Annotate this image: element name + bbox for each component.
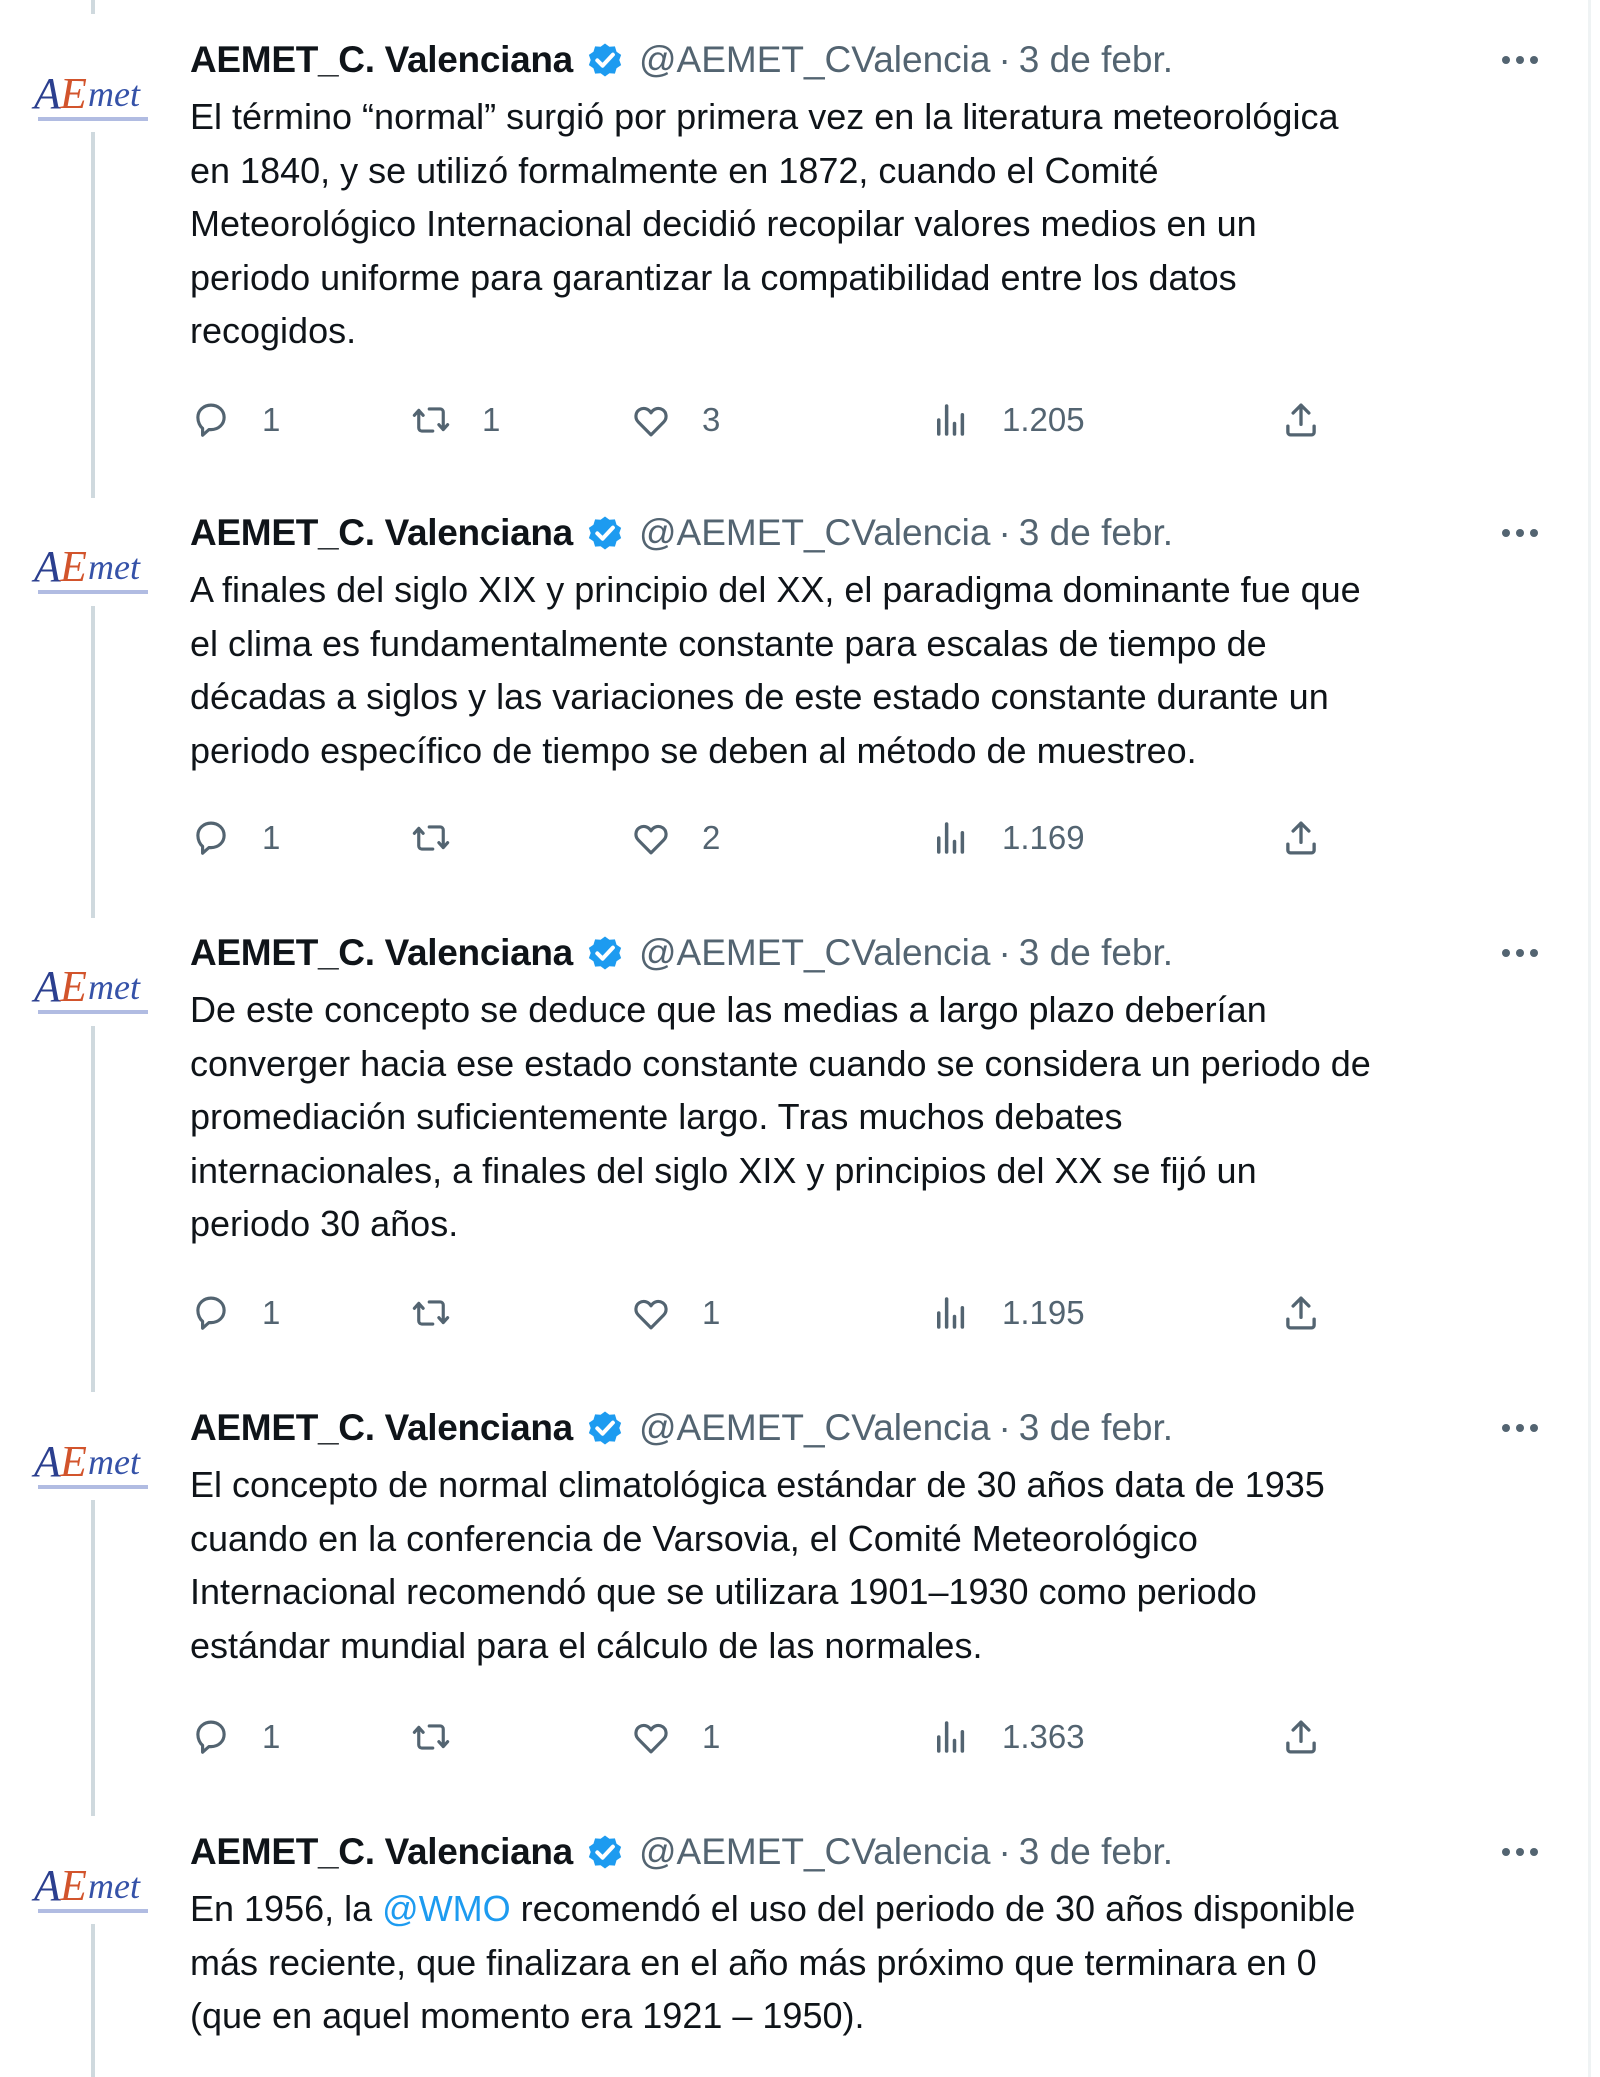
text-line: De este concepto se deduce que las medias a largo plazo deberían (190, 989, 1267, 1030)
verified-badge-icon (583, 38, 627, 82)
bar-chart-icon (930, 1292, 972, 1334)
tweet[interactable] (0, 1406, 1588, 1806)
timeline-right-border (1588, 0, 1591, 2077)
retweet-arrows-icon (410, 399, 452, 441)
ellipsis-icon (1502, 1424, 1510, 1432)
reply-button[interactable] (190, 1712, 280, 1762)
verified-badge-icon (583, 1406, 627, 1450)
display-name[interactable]: AEMET_C. Valenciana (190, 39, 573, 80)
share-button[interactable] (1280, 395, 1322, 445)
heart-icon (630, 1292, 672, 1334)
heart-icon (630, 1716, 672, 1758)
text-line: A finales del siglo XIX y principio del XX, el paradigma dominante fue que (190, 569, 1361, 610)
share-button[interactable] (1280, 1288, 1322, 1338)
reply-count: 1 (262, 401, 281, 438)
views-button[interactable] (930, 395, 1085, 445)
avatar[interactable] (30, 535, 160, 605)
speech-bubble-icon (190, 399, 232, 441)
share-button[interactable] (1280, 813, 1322, 863)
tweet-text (190, 1458, 1570, 1672)
reply-count: 1 (262, 1718, 281, 1755)
text-line: periodo uniforme para garantizar la compatibilidad entre los datos (190, 256, 1237, 298)
text-line: periodo 30 años. (190, 1203, 459, 1244)
tweet-actions (190, 1712, 1390, 1762)
tweet-text (190, 90, 1570, 358)
separator: · (998, 1407, 1011, 1448)
more-options-button[interactable] (1490, 933, 1550, 973)
like-count: 1 (702, 1718, 721, 1755)
like-button[interactable] (630, 395, 720, 445)
tweet-date[interactable]: 3 de febr. (1018, 932, 1174, 973)
display-name[interactable]: AEMET_C. Valenciana (190, 932, 573, 973)
speech-bubble-icon (190, 1292, 232, 1334)
aemet-logo-icon (30, 62, 160, 132)
like-button[interactable] (630, 1712, 720, 1762)
tweet-text (190, 1882, 1570, 2043)
text-segment: En 1956, la (190, 1888, 383, 1929)
tweet-text (190, 983, 1570, 1251)
display-name[interactable]: AEMET_C. Valenciana (190, 512, 573, 553)
tweet-header (190, 1406, 1173, 1450)
reply-button[interactable] (190, 813, 280, 863)
retweet-button[interactable] (410, 395, 500, 445)
text-line: promediación suficientemente largo. Tras muchos debates (190, 1096, 1123, 1137)
upload-arrow-icon (1280, 817, 1322, 859)
avatar[interactable] (30, 1854, 160, 1924)
more-options-button[interactable] (1490, 1408, 1550, 1448)
user-handle[interactable]: @AEMET_CValencia (638, 1831, 991, 1872)
retweet-arrows-icon (410, 817, 452, 859)
text-line: periodo específico de tiempo se deben al método de muestreo. (190, 729, 1197, 771)
retweet-button[interactable] (410, 1288, 482, 1338)
separator: · (998, 1831, 1011, 1872)
tweet-header (190, 511, 1173, 555)
like-count: 3 (702, 401, 721, 438)
separator: · (998, 39, 1011, 80)
retweet-count: 1 (482, 401, 501, 438)
bar-chart-icon (930, 817, 972, 859)
tweet-date[interactable]: 3 de febr. (1018, 1831, 1174, 1872)
text-line: estándar mundial para el cálculo de las normales. (190, 1624, 983, 1666)
views-button[interactable] (930, 1712, 1085, 1762)
upload-arrow-icon (1280, 1716, 1322, 1758)
more-options-button[interactable] (1490, 40, 1550, 80)
display-name[interactable]: AEMET_C. Valenciana (190, 1831, 573, 1872)
verified-badge-icon (583, 511, 627, 555)
text-segment: recomendó el uso del periodo de 30 años disponible (510, 1888, 1356, 1929)
reply-count: 1 (262, 1294, 281, 1331)
like-count: 2 (702, 819, 721, 856)
tweet-text (190, 563, 1570, 777)
avatar[interactable] (30, 62, 160, 132)
ellipsis-icon (1502, 1848, 1510, 1856)
retweet-button[interactable] (410, 1712, 482, 1762)
avatar[interactable] (30, 955, 160, 1025)
user-handle[interactable]: @AEMET_CValencia (638, 932, 991, 973)
bar-chart-icon (930, 399, 972, 441)
share-button[interactable] (1280, 1712, 1322, 1762)
separator: · (998, 932, 1011, 973)
aemet-logo-icon (30, 955, 160, 1025)
like-button[interactable] (630, 813, 720, 863)
more-options-button[interactable] (1490, 513, 1550, 553)
tweet[interactable] (0, 511, 1588, 911)
reply-button[interactable] (190, 1288, 280, 1338)
retweet-arrows-icon (410, 1716, 452, 1758)
mention-link-wmo[interactable]: @WMO (382, 1888, 511, 1929)
heart-icon (630, 399, 672, 441)
text-line: más reciente, que finalizara en el año más próximo que terminara en 0 (190, 1941, 1317, 1983)
separator: · (998, 512, 1011, 553)
verified-badge-icon (583, 1830, 627, 1874)
speech-bubble-icon (190, 1716, 232, 1758)
tweet-date[interactable]: 3 de febr. (1018, 1407, 1174, 1448)
text-line: El término “normal” surgió por primera vez en la literatura meteorológica (190, 96, 1339, 137)
thread-line (91, 0, 95, 14)
text-line (190, 1882, 1570, 1936)
tweet[interactable] (0, 1830, 1588, 2077)
text-line: El concepto de normal climatológica estándar de 30 años data de 1935 (190, 1464, 1325, 1505)
reply-count: 1 (262, 819, 281, 856)
user-handle[interactable]: @AEMET_CValencia (638, 39, 991, 80)
tweet-header (190, 38, 1173, 82)
like-button[interactable] (630, 1288, 720, 1338)
user-handle[interactable]: @AEMET_CValencia (638, 512, 991, 553)
text-line: recogidos. (190, 310, 357, 351)
aemet-logo-icon (30, 1854, 160, 1924)
aemet-logo-icon (30, 535, 160, 605)
text-line: (que en aquel momento era 1921 – 1950). (190, 1995, 865, 2036)
speech-bubble-icon (190, 817, 232, 859)
tweet-header (190, 931, 1173, 975)
upload-arrow-icon (1280, 1292, 1322, 1334)
bar-chart-icon (930, 1716, 972, 1758)
ellipsis-icon (1502, 529, 1510, 537)
text-line: en 1840, y se utilizó formalmente en 1872, cuando el Comité (190, 149, 1159, 191)
tweet-actions (190, 813, 1390, 863)
text-line: Internacional recomendó que se utilizara 1901–1930 como periodo (190, 1571, 1257, 1612)
view-count: 1.205 (1002, 401, 1085, 438)
tweet[interactable] (0, 38, 1588, 458)
user-handle[interactable]: @AEMET_CValencia (638, 1407, 991, 1448)
retweet-arrows-icon (410, 1292, 452, 1334)
text-line: converger hacia ese estado constante cuando se considera un periodo de (190, 1042, 1371, 1084)
view-count: 1.363 (1002, 1718, 1085, 1755)
tweet-actions (190, 395, 1390, 445)
avatar[interactable] (30, 1430, 160, 1500)
views-button[interactable] (930, 1288, 1085, 1338)
tweet-header (190, 1830, 1173, 1874)
ellipsis-icon (1502, 56, 1510, 64)
views-button[interactable] (930, 813, 1085, 863)
view-count: 1.169 (1002, 819, 1085, 856)
text-line: décadas a siglos y las variaciones de este estado constante durante un (190, 676, 1329, 717)
view-count: 1.195 (1002, 1294, 1085, 1331)
tweet-date[interactable]: 3 de febr. (1018, 512, 1174, 553)
like-count: 1 (702, 1294, 721, 1331)
text-line: internacionales, a finales del siglo XIX y principios del XX se fijó un (190, 1149, 1257, 1191)
upload-arrow-icon (1280, 399, 1322, 441)
tweet-date[interactable]: 3 de febr. (1018, 39, 1174, 80)
heart-icon (630, 817, 672, 859)
tweet[interactable] (0, 931, 1588, 1381)
ellipsis-icon (1502, 949, 1510, 957)
text-line: Meteorológico Internacional decidió recopilar valores medios en un (190, 203, 1257, 244)
more-options-button[interactable] (1490, 1832, 1550, 1872)
reply-button[interactable] (190, 395, 280, 445)
text-line: el clima es fundamentalmente constante para escalas de tiempo de (190, 622, 1267, 664)
retweet-button[interactable] (410, 813, 482, 863)
display-name[interactable]: AEMET_C. Valenciana (190, 1407, 573, 1448)
tweet-actions (190, 1288, 1390, 1338)
aemet-logo-icon (30, 1430, 160, 1500)
verified-badge-icon (583, 931, 627, 975)
text-line: cuando en la conferencia de Varsovia, el Comité Meteorológico (190, 1517, 1198, 1559)
